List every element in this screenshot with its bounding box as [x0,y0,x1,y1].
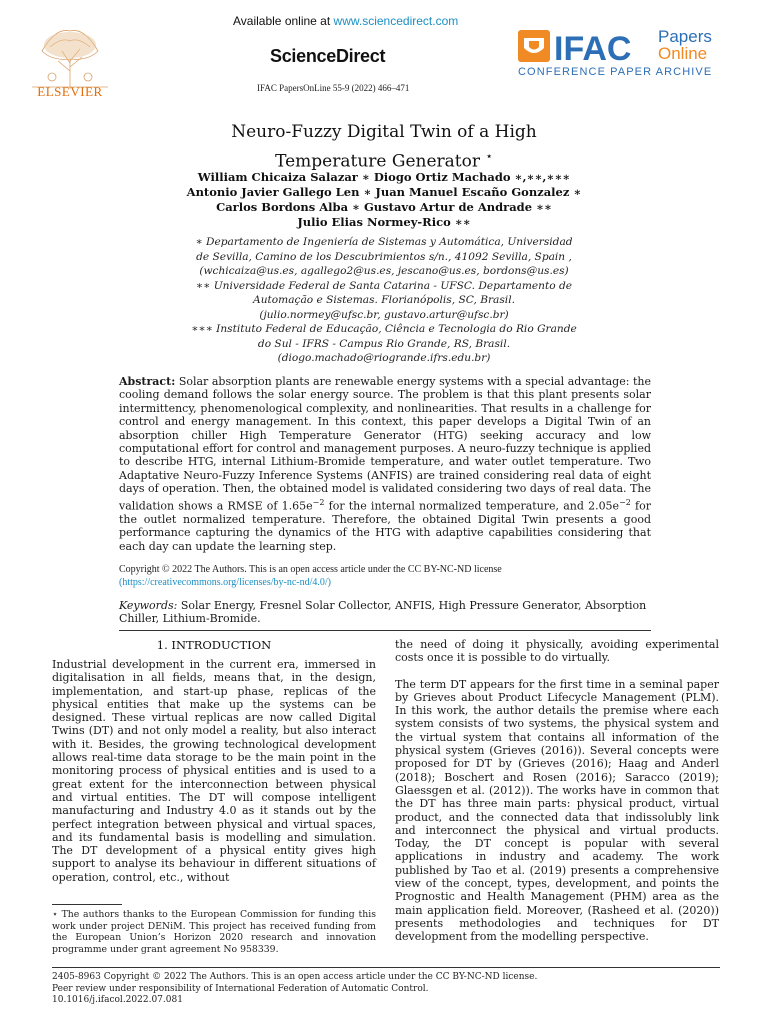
abstract-divider [119,630,651,631]
journal-reference: IFAC PapersOnLine 55-9 (2022) 466–471 [257,83,410,93]
sciencedirect-link[interactable]: www.sciencedirect.com [333,14,459,28]
author-line: Carlos Bordons Alba ∗ Gustavo Artur de Andrade ∗∗ [216,200,552,214]
paragraph: Industrial development in the current era, immersed in digitalisation in all fields, means that, in the design, implementation, and start-up phase, replicas of the physical entities that make up the systems can be designed. These virtual replicas are now called Digital Twins (DT) and not only model a reality, but also interact with it. Besides, the growing technological development allows real-time data storage to be the main point in the monitoring process of physical entities and is used to a great extent for the interconnection between physical and virtual entities. The DT will compose intelligent manufacturing and Industry 4.0 as it stands out by the perfect integration between physical and virtual spaces, and its fundamental basis is modelling and simulation. The DT development of a physical entity gives high support to analyse its behaviour in different situations of operation, control, etc., without [52,658,376,884]
right-column [395,638,719,944]
bottom-divider [52,967,720,968]
copyright-line: Copyright © 2022 The Authors. This is an open access article under the CC BY-NC-ND license [119,564,502,575]
affiliation-line: ∗∗ Universidade Federal de Santa Catarina - UFSC. Departamento de [195,279,573,292]
affiliation-line: ∗∗∗ Instituto Federal de Educação, Ciência e Tecnologia do Rio Grande [191,323,577,335]
title-footnote-star: ⋆ [485,149,493,163]
title-line-2: Temperature Generator ⋆ [275,149,493,172]
funding-footnote: ⋆ The authors thanks to the European Commission for funding this work under project DENiM. This project has received funding from the European Union’s Horizon 2020 research and innovation programme under grant agreement No 958339. [52,909,376,956]
doi: 10.1016/j.ifacol.2022.07.081 [52,995,183,1005]
ifac-papers-word: Papers [658,27,712,46]
footer-line: 2405-8963 Copyright © 2022 The Authors. This is an open access article under the CC BY-NC-ND license. [52,972,538,982]
keywords: Keywords: Solar Energy, Fresnel Solar Collector, ANFIS, High Pressure Generator, Absorption Chiller, Lithium-Bromide. [119,599,647,626]
affiliation-line: de Sevilla, Camino de los Descubrimientos s/n., 41092 Sevilla, Spain , [196,250,572,263]
available-online-prefix: Available online at [233,14,334,28]
ifac-archive-tagline: CONFERENCE PAPER ARCHIVE [518,66,713,78]
elsevier-wordmark: ELSEVIER [37,84,103,99]
affiliation-line: (wchicaiza@us.es, agallego2@us.es, jescano@us.es, bordons@us.es) [199,265,569,277]
affiliation-line: (diogo.machado@riogrande.ifrs.edu.br) [277,352,491,364]
abstract: Abstract: Solar absorption plants are renewable energy systems with a special advantage: the cooling demand follows the solar energy source. The problem is that this plant presents solar intermittency, phenomenological complexity, and nonlinearities. That results in a challenge for control and energy management. In this context, this paper develops a Digital Twin of an absorption chiller High Temperature Generator (HTG) seeking accuracy and low computational effort for control and management purposes. A neuro-fuzzy technique is applied to describe HTG, internal Lithium-Bromide temperature, and water outlet temperature. Two Adaptative Neuro-Fuzzy Inference Systems (ANFIS) are trained considering real data of eight days of operation. Then, the obtained model is validated considering two days of real data. The validation shows a RMSE of $1.65e^{-2}$ for the internal normalized temperature, and $2.05e^{-2}$ for the outlet normalized temperature. Therefore, the obtained Digital Twin presents a good performance capturing the dynamics of the HTG with adaptive capabilities considering that each day can update the learning step. [119,375,651,553]
author-line: Antonio Javier Gallego Len ∗ Juan Manuel Escaño Gonzalez ∗ [186,185,582,199]
author-line: William Chicaiza Salazar ∗ Diogo Ortiz Machado ∗,∗∗,∗∗∗ [197,170,571,184]
left-column [52,658,376,884]
keywords-label: Keywords: [119,599,178,612]
paragraph: The term DT appears for the first time in a seminal paper by Grieves about Product Lifecycle Management (PLM). In this work, the author details the premise where each system consists of two systems, the physical system and the virtual system that contains all information of the physical system (Grieves (2016)). Several concepts were proposed for DT by (Grieves (2016); Haag and Anderl (2018); Boschert and Rosen (2016); Saracco (2019); Glaessgen et al. (2012)). The works have in common that the DT has three main parts: physical product, virtual product, and the connected data that indissolubly link and interconnect the physical and virtual products. Today, the DT concept is popular with several applications in industry and academy. The work published by Tao et al. (2019) presents a comprehensive view of the concept, types, development, and points the Prognostic and Health Management (PHM) area as the main application field. Moreover, (Rasheed et al. (2020)) presents methodologies and techniques for DT development from the modelling perspective. [395,677,719,944]
paper-title [0,120,768,174]
title-line-1: Neuro-Fuzzy Digital Twin of a High [231,122,537,142]
author-line: Julio Elias Normey-Rico ∗∗ [297,215,471,229]
footnote-divider [52,904,122,905]
paragraph: the need of doing it physically, avoiding experimental costs once it is possible to do virtually. [395,638,719,665]
affiliation-list [0,235,768,366]
sciencedirect-wordmark: ScienceDirect [270,46,386,66]
copyright-notice [119,563,651,589]
publication-footer [52,972,537,1007]
license-link[interactable]: (https://creativecommons.org/licenses/by-nc-nd/4.0/) [119,577,331,588]
section-heading-introduction: 1. INTRODUCTION [156,638,272,652]
author-list [0,170,768,230]
affiliation-line: do Sul - IFRS - Campus Rio Grande, RS, Brasil. [257,337,511,350]
affiliation-line: (julio.normey@ufsc.br, gustavo.artur@ufsc.br) [259,308,509,321]
affiliation-line: Automação e Sistemas. Florianópolis, SC, Brasil. [253,294,515,306]
available-online-line [233,14,458,28]
footer-line: Peer review under responsibility of International Federation of Automatic Control. [52,983,429,994]
abstract-label: Abstract: [119,375,176,388]
ifac-word: IFAC [554,30,632,68]
ifac-online-word: Online [658,44,708,63]
affiliation-line: ∗ Departamento de Ingeniería de Sistemas y Automática, Universidad [195,236,573,248]
